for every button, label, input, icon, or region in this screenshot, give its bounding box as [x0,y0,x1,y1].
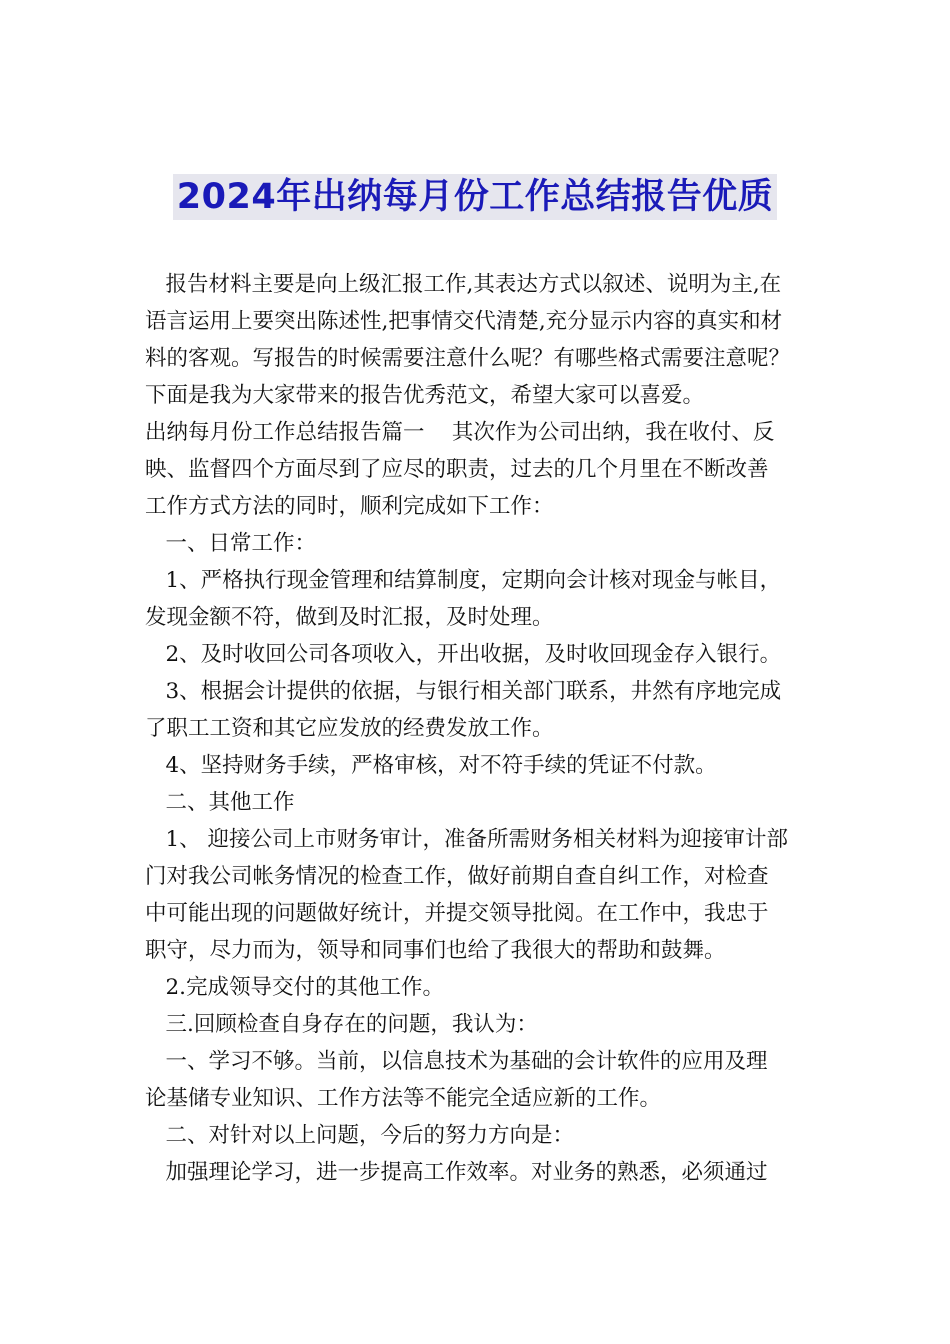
body-line: 4、坚持财务手续，严格审核，对不符手续的凭证不付款。 [145,753,717,778]
body-line: 一、日常工作： [145,531,317,556]
body-line: 门对我公司帐务情况的检查工作，做好前期自查自纠工作，对检查 [145,864,769,889]
body-line: 1、严格执行现金管理和结算制度，定期向会计核对现金与帐目， [145,568,782,593]
document-title: 2024年出纳每月份工作总结报告优质 [173,174,777,220]
body-line: 了职工工资和其它应发放的经费发放工作。 [145,716,554,741]
body-line: 一、学习不够。当前，以信息技术为基础的会计软件的应用及理 [145,1049,768,1074]
body-line: 论基储专业知识、工作方法等不能完全适应新的工作。 [145,1086,662,1111]
body-line: 下面是我为大家带来的报告优秀范文，希望大家可以喜爱。 [145,383,705,408]
body-line: 报告材料主要是向上级汇报工作,其表达方式以叙述、说明为主,在 [145,272,782,297]
body-line: 职守，尽力而为，领导和同事们也给了我很大的帮助和鼓舞。 [145,938,726,963]
body-line: 工作方式方法的同时，顺利完成如下工作： [145,494,554,519]
body-line: 2、及时收回公司各项收入，开出收据，及时收回现金存入银行。 [145,642,782,667]
document-body [145,266,835,1191]
body-line: 出纳每月份工作总结报告篇一 其次作为公司出纳，我在收付、反 [145,420,775,445]
body-line: 3、根据会计提供的依据，与银行相关部门联系，井然有序地完成 [145,679,782,704]
body-line: 发现金额不符，做到及时汇报，及时处理。 [145,605,554,630]
body-line: 二、对针对以上问题，今后的努力方向是： [145,1123,575,1148]
body-line: 中可能出现的问题做好统计，并提交领导批阅。在工作中，我忠于 [145,901,769,926]
body-line: 加强理论学习，进一步提高工作效率。对业务的熟悉，必须通过 [145,1160,768,1185]
body-line: 1、 迎接公司上市财务审计，准备所需财务相关材料为迎接审计部 [145,827,789,852]
body-line: 映、监督四个方面尽到了应尽的职责，过去的几个月里在不断改善 [145,457,769,482]
body-line: 三.回顾检查自身存在的问题，我认为： [145,1012,538,1037]
title-container [0,174,950,220]
body-line: 2.完成领导交付的其他工作。 [145,975,445,1000]
body-line: 语言运用上要突出陈述性,把事情交代清楚,充分显示内容的真实和材 [145,309,783,334]
body-line: 料的客观。写报告的时候需要注意什么呢？有哪些格式需要注意呢？ [145,346,791,371]
body-line: 二、其他工作 [145,790,295,815]
